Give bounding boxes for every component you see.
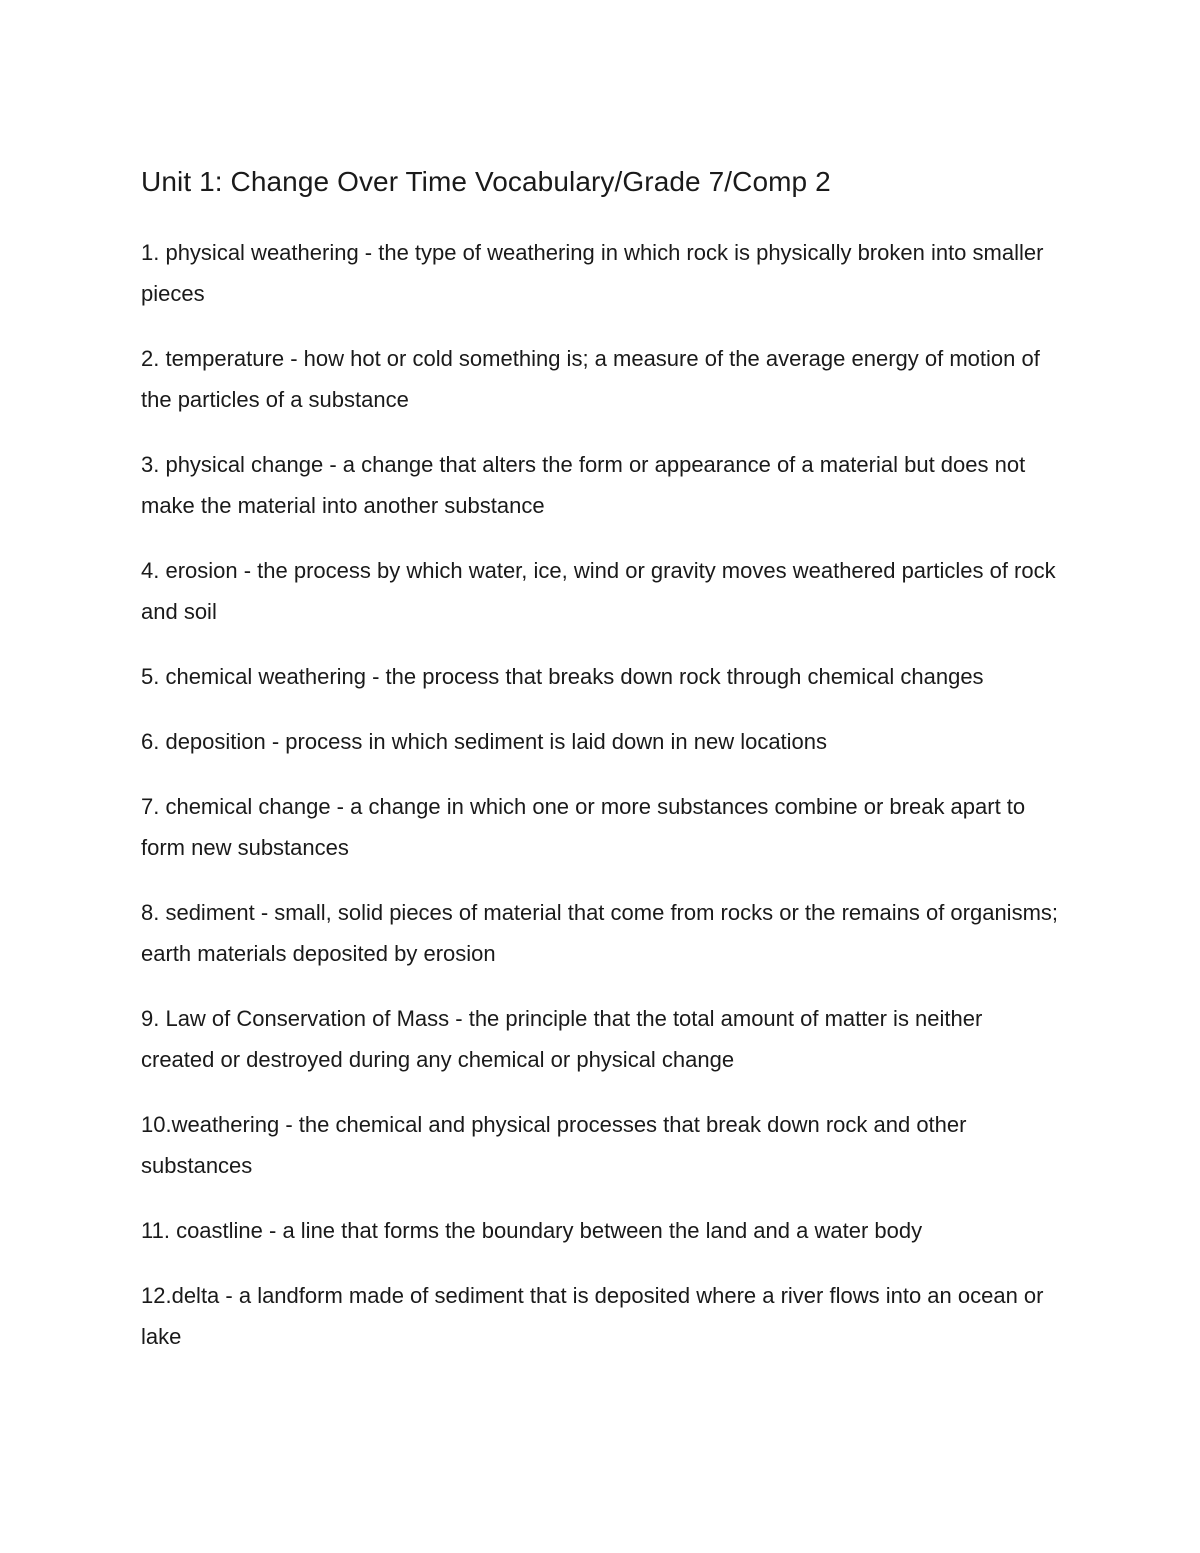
- vocabulary-entry: 11. coastline - a line that forms the boundary between the land and a water body: [141, 1218, 923, 1243]
- vocabulary-entry: 2. temperature - how hot or cold something is; a measure of the average energy of motion of the particles of a substance: [141, 346, 1040, 412]
- vocabulary-entry: 12.delta - a landform made of sediment that is deposited where a river flows into an ocean or lake: [141, 1283, 1044, 1349]
- vocabulary-entry: 4. erosion - the process by which water, ice, wind or gravity moves weathered particles of rock and soil: [141, 558, 1056, 624]
- vocabulary-entry: 7. chemical change - a change in which one or more substances combine or break apart to form new substances: [141, 794, 1026, 860]
- vocabulary-entry: 6. deposition - process in which sediment is laid down in new locations: [141, 729, 828, 754]
- vocabulary-entry: 3. physical change - a change that alters the form or appearance of a material but does not make the material into another substance: [141, 452, 1026, 518]
- vocabulary-entry: 8. sediment - small, solid pieces of material that come from rocks or the remains of organisms; earth materials deposited by erosion: [141, 900, 1059, 966]
- vocabulary-entry: 1. physical weathering - the type of weathering in which rock is physically broken into smaller pieces: [141, 240, 1044, 306]
- vocabulary-list: [141, 232, 1061, 1357]
- document-page: [141, 162, 1061, 1381]
- vocabulary-entry: 9. Law of Conservation of Mass - the principle that the total amount of matter is neither created or destroyed during any chemical or physical change: [141, 1006, 983, 1072]
- document-title: Unit 1: Change Over Time Vocabulary/Grade 7/Comp 2: [141, 166, 831, 197]
- vocabulary-entry: 5. chemical weathering - the process that breaks down rock through chemical changes: [141, 664, 984, 689]
- vocabulary-entry: 10.weathering - the chemical and physical processes that break down rock and other substances: [141, 1112, 967, 1178]
